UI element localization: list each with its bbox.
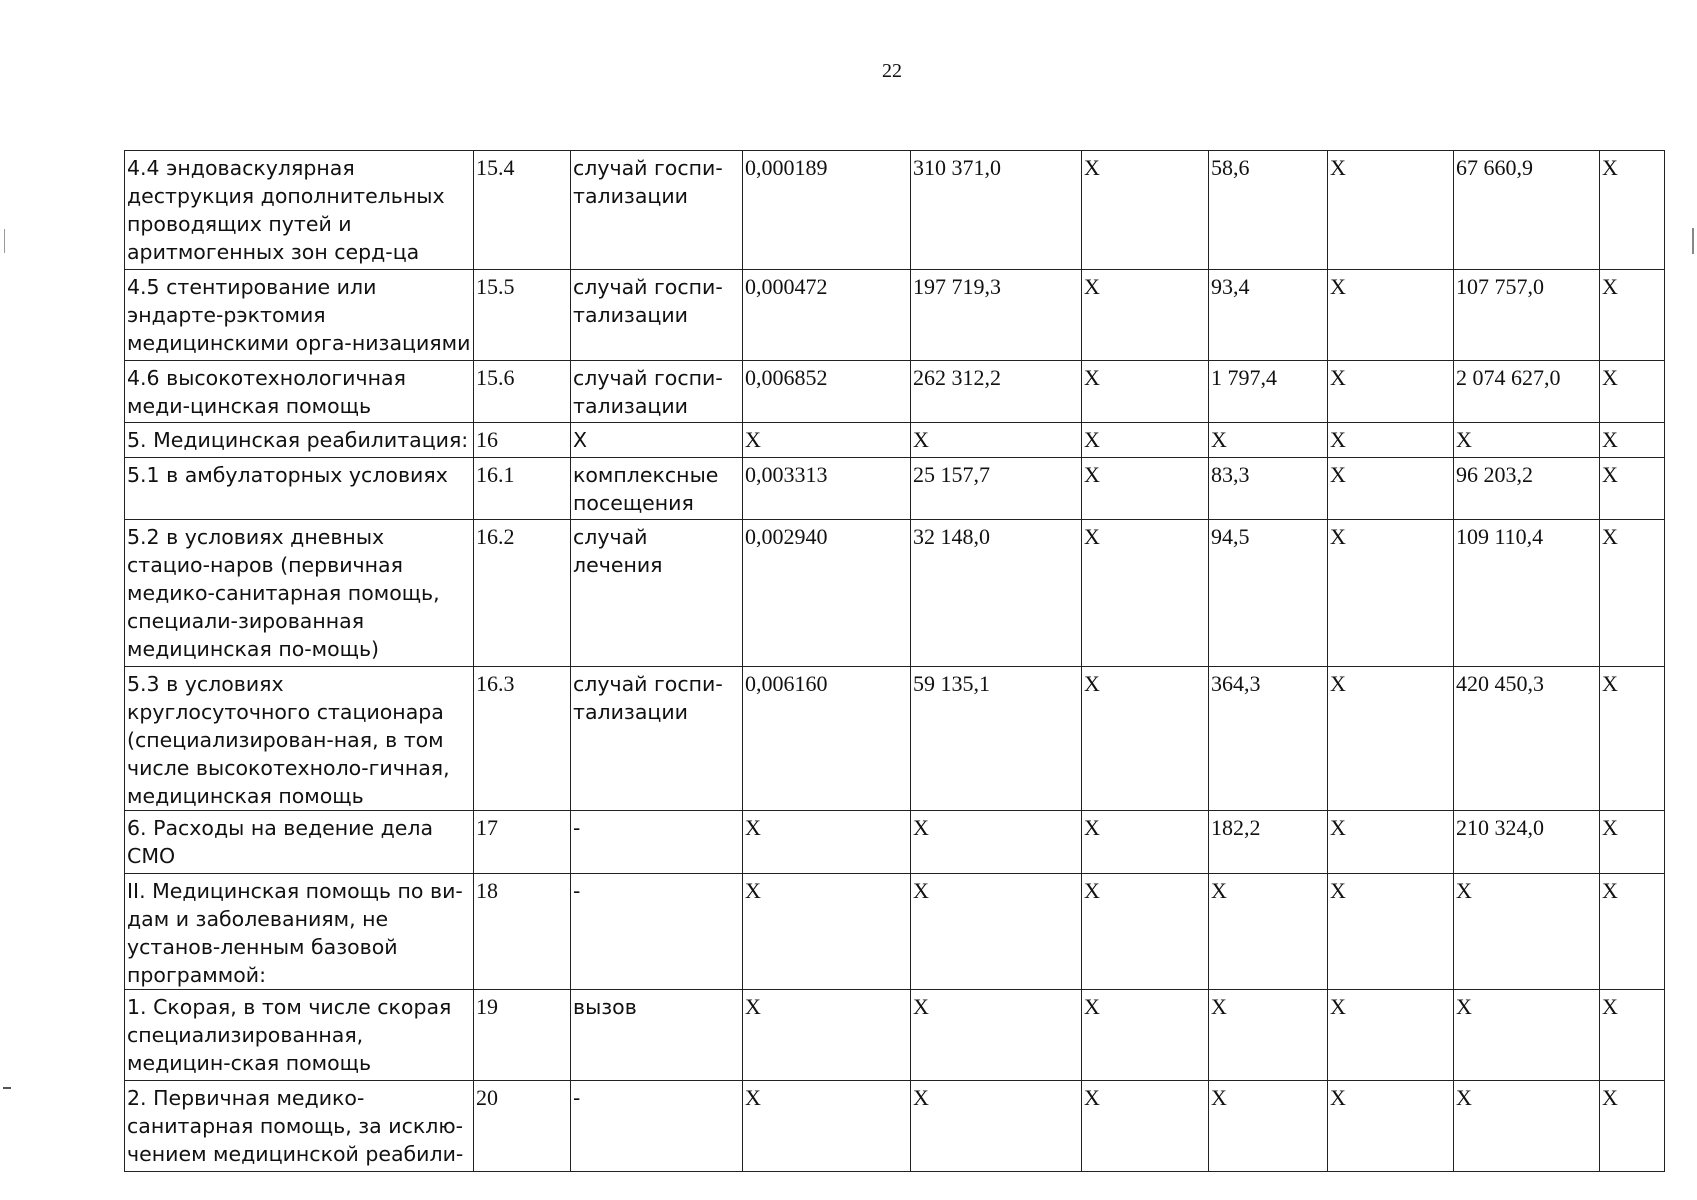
cost-cell: 310 371,0 xyxy=(911,151,1082,270)
volume-cell: 0,000472 xyxy=(743,270,911,361)
row-name-cell: 5. Медицинская реабилитация: xyxy=(125,423,474,458)
volume-cell: Х xyxy=(743,874,911,990)
value-cell: Х xyxy=(1600,874,1665,990)
table-row xyxy=(125,520,1665,667)
value-cell: 94,5 xyxy=(1209,520,1328,667)
volume-cell: 0,006852 xyxy=(743,361,911,423)
row-number-cell: 15.6 xyxy=(474,361,571,423)
value-cell: Х xyxy=(1600,361,1665,423)
value-cell: 93,4 xyxy=(1209,270,1328,361)
unit-cell: случай госпи-тализации xyxy=(571,667,743,811)
value-cell: Х xyxy=(1600,520,1665,667)
value-cell: Х xyxy=(1600,990,1665,1081)
value-cell: 83,3 xyxy=(1209,458,1328,520)
volume-cell: 0,000189 xyxy=(743,151,911,270)
value-cell: Х xyxy=(1082,270,1209,361)
cost-cell: Х xyxy=(911,990,1082,1081)
table-row xyxy=(125,361,1665,423)
row-number-cell: 17 xyxy=(474,811,571,874)
unit-cell: - xyxy=(571,874,743,990)
cost-cell: 32 148,0 xyxy=(911,520,1082,667)
row-number-cell: 16.1 xyxy=(474,458,571,520)
row-name-cell: 4.5 стентирование или эндарте-рэктомия медицинскими орга-низациями xyxy=(125,270,474,361)
row-name-cell: 5.3 в условиях круглосуточного стационара (специализирован-ная, в том числе высокотехноло-гичная, медицинская помощь xyxy=(125,667,474,811)
value-cell: 420 450,3 xyxy=(1454,667,1600,811)
value-cell: Х xyxy=(1328,1081,1454,1172)
value-cell: Х xyxy=(1600,151,1665,270)
table-row xyxy=(125,667,1665,811)
page-number: 22 xyxy=(882,60,902,82)
volume-cell: Х xyxy=(743,990,911,1081)
value-cell: Х xyxy=(1082,667,1209,811)
value-cell: Х xyxy=(1454,1081,1600,1172)
value-cell: Х xyxy=(1328,151,1454,270)
value-cell: Х xyxy=(1328,990,1454,1081)
tariff-table xyxy=(124,150,1665,1172)
unit-cell: - xyxy=(571,811,743,874)
value-cell: Х xyxy=(1082,423,1209,458)
cost-cell: 59 135,1 xyxy=(911,667,1082,811)
value-cell: 182,2 xyxy=(1209,811,1328,874)
value-cell: 1 797,4 xyxy=(1209,361,1328,423)
row-name-cell: 4.4 эндоваскулярная деструкция дополнительных проводящих путей и аритмогенных зон серд-ца xyxy=(125,151,474,270)
cost-cell: Х xyxy=(911,811,1082,874)
table-row xyxy=(125,874,1665,990)
table-row xyxy=(125,458,1665,520)
value-cell: Х xyxy=(1209,990,1328,1081)
value-cell: Х xyxy=(1454,423,1600,458)
volume-cell: Х xyxy=(743,423,911,458)
value-cell: Х xyxy=(1209,1081,1328,1172)
cost-cell: 197 719,3 xyxy=(911,270,1082,361)
row-number-cell: 19 xyxy=(474,990,571,1081)
unit-cell: - xyxy=(571,1081,743,1172)
value-cell: Х xyxy=(1082,990,1209,1081)
table-row xyxy=(125,811,1665,874)
row-name-cell: 5.1 в амбулаторных условиях xyxy=(125,458,474,520)
unit-cell: вызов xyxy=(571,990,743,1081)
row-name-cell: 4.6 высокотехнологичная меди-цинская помощь xyxy=(125,361,474,423)
value-cell: Х xyxy=(1209,874,1328,990)
row-number-cell: 16.3 xyxy=(474,667,571,811)
value-cell: Х xyxy=(1082,458,1209,520)
cost-cell: Х xyxy=(911,874,1082,990)
unit-cell: случай госпи-тализации xyxy=(571,151,743,270)
value-cell: Х xyxy=(1082,361,1209,423)
row-number-cell: 16.2 xyxy=(474,520,571,667)
table-row xyxy=(125,423,1665,458)
value-cell: Х xyxy=(1600,423,1665,458)
value-cell: 58,6 xyxy=(1209,151,1328,270)
volume-cell: Х xyxy=(743,1081,911,1172)
value-cell: 96 203,2 xyxy=(1454,458,1600,520)
value-cell: Х xyxy=(1328,361,1454,423)
unit-cell: случай госпи-тализации xyxy=(571,361,743,423)
row-number-cell: 16 xyxy=(474,423,571,458)
cost-cell: Х xyxy=(911,1081,1082,1172)
cost-cell: 262 312,2 xyxy=(911,361,1082,423)
table-row xyxy=(125,1081,1665,1172)
row-name-cell: 1. Скорая, в том числе скорая специализированная, медицин-ская помощь xyxy=(125,990,474,1081)
row-number-cell: 15.5 xyxy=(474,270,571,361)
value-cell: Х xyxy=(1600,1081,1665,1172)
value-cell: Х xyxy=(1328,423,1454,458)
value-cell: Х xyxy=(1454,990,1600,1081)
row-name-cell: II. Медицинская помощь по ви-дам и заболеваниям, не установ-ленным базовой программой: xyxy=(125,874,474,990)
value-cell: Х xyxy=(1082,1081,1209,1172)
value-cell: 210 324,0 xyxy=(1454,811,1600,874)
scan-artifact xyxy=(4,229,5,253)
value-cell: Х xyxy=(1209,423,1328,458)
volume-cell: 0,003313 xyxy=(743,458,911,520)
value-cell: Х xyxy=(1600,270,1665,361)
value-cell: Х xyxy=(1328,811,1454,874)
unit-cell: комплексные посещения xyxy=(571,458,743,520)
unit-cell: Х xyxy=(571,423,743,458)
row-name-cell: 2. Первичная медико-санитарная помощь, за исклю-чением медицинской реабили- xyxy=(125,1081,474,1172)
value-cell: Х xyxy=(1328,874,1454,990)
table-row xyxy=(125,990,1665,1081)
value-cell: 107 757,0 xyxy=(1454,270,1600,361)
volume-cell: 0,002940 xyxy=(743,520,911,667)
value-cell: Х xyxy=(1328,270,1454,361)
value-cell: 364,3 xyxy=(1209,667,1328,811)
scan-artifact xyxy=(1692,228,1694,254)
value-cell: Х xyxy=(1600,811,1665,874)
value-cell: 2 074 627,0 xyxy=(1454,361,1600,423)
value-cell: 67 660,9 xyxy=(1454,151,1600,270)
scan-artifact xyxy=(3,1087,11,1089)
row-name-cell: 6. Расходы на ведение дела СМО xyxy=(125,811,474,874)
table-row xyxy=(125,151,1665,270)
value-cell: Х xyxy=(1082,520,1209,667)
row-number-cell: 15.4 xyxy=(474,151,571,270)
value-cell: Х xyxy=(1082,151,1209,270)
cost-cell: 25 157,7 xyxy=(911,458,1082,520)
row-name-cell: 5.2 в условиях дневных стацио-наров (первичная медико-санитарная помощь, специали-зированная медицинская по-мощь) xyxy=(125,520,474,667)
unit-cell: случай госпи-тализации xyxy=(571,270,743,361)
value-cell: Х xyxy=(1454,874,1600,990)
row-number-cell: 20 xyxy=(474,1081,571,1172)
cost-cell: Х xyxy=(911,423,1082,458)
volume-cell: 0,006160 xyxy=(743,667,911,811)
value-cell: 109 110,4 xyxy=(1454,520,1600,667)
value-cell: Х xyxy=(1600,667,1665,811)
value-cell: Х xyxy=(1082,874,1209,990)
value-cell: Х xyxy=(1328,667,1454,811)
value-cell: Х xyxy=(1328,458,1454,520)
unit-cell: случай лечения xyxy=(571,520,743,667)
volume-cell: Х xyxy=(743,811,911,874)
value-cell: Х xyxy=(1082,811,1209,874)
table-row xyxy=(125,270,1665,361)
row-number-cell: 18 xyxy=(474,874,571,990)
value-cell: Х xyxy=(1600,458,1665,520)
value-cell: Х xyxy=(1328,520,1454,667)
